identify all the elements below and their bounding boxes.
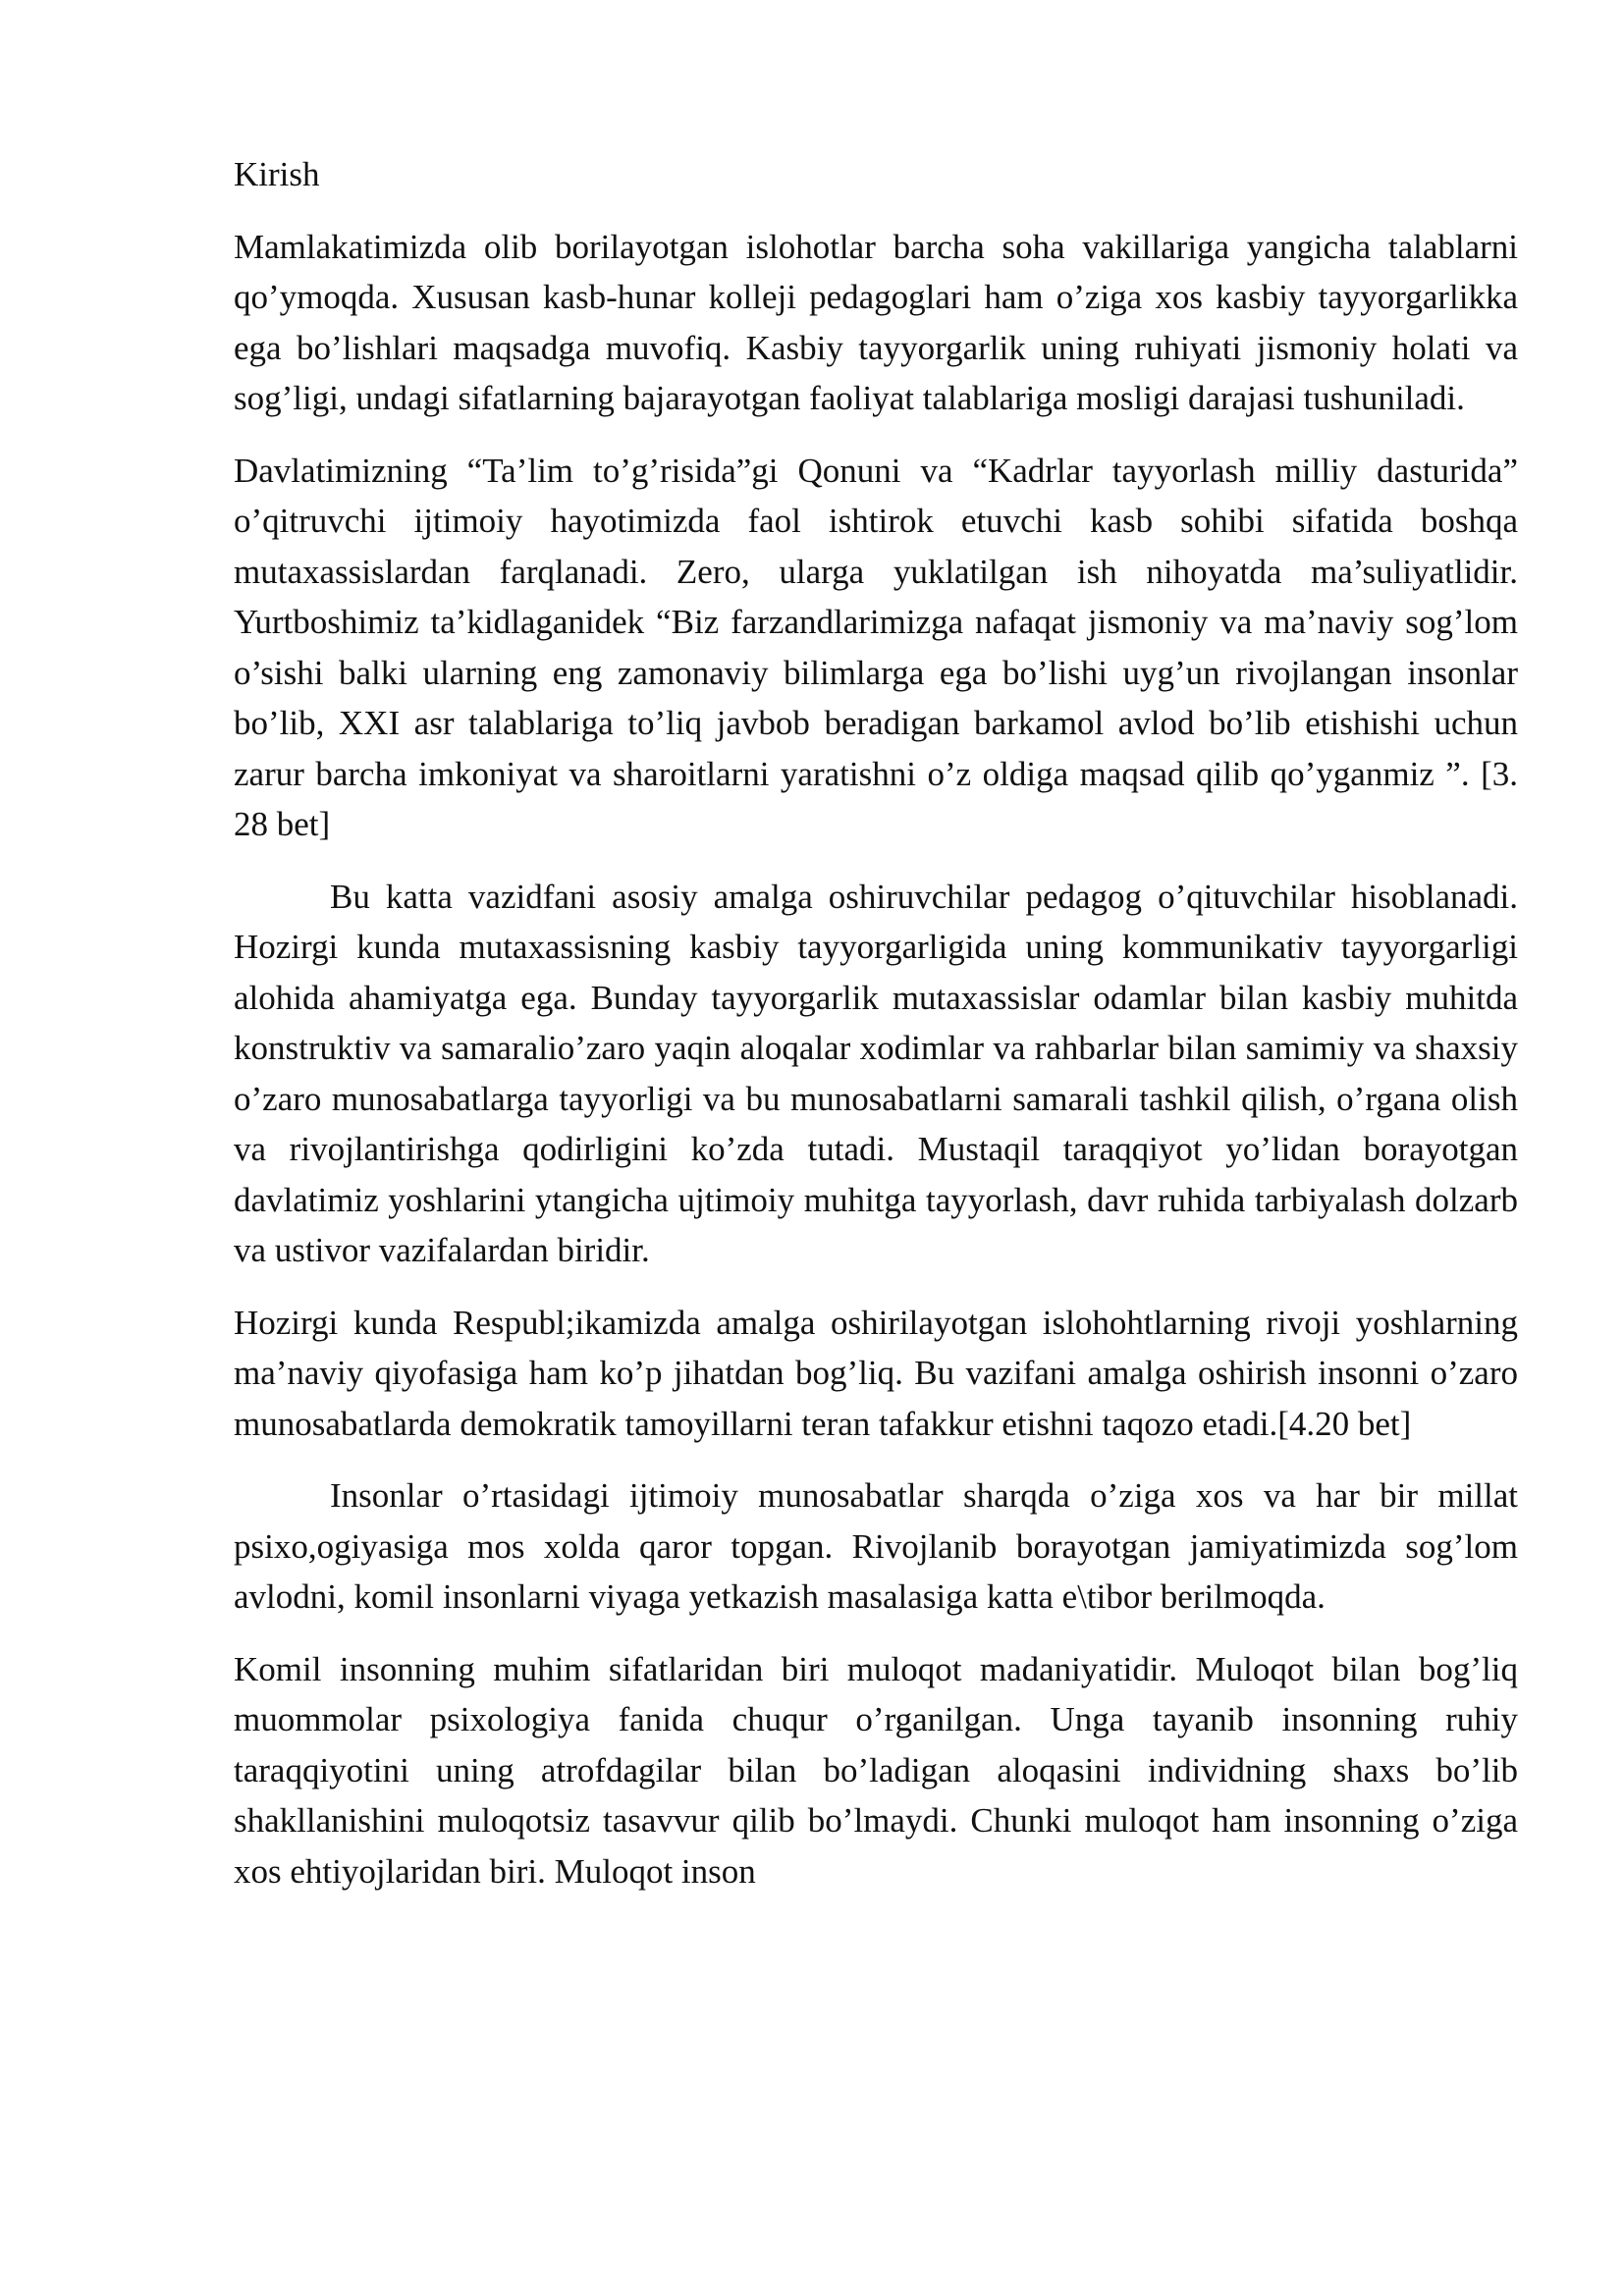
paragraph-4: Hozirgi kunda Respubl;ikamizda amalga oshirilayotgan islohohtlarning rivoji yoshlarning ma’naviy qiyofasiga ham ko’p jihatdan bog’liq. Bu vazifani amalga oshirish insonni o’zaro munosabatlarda demokratik tamoyillarni teran tafakkur etishni taqozo etadi.[4.20 bet] (234, 1303, 1518, 1443)
section-heading: Kirish (234, 155, 320, 193)
paragraph-5: Insonlar o’rtasidagi ijtimoiy munosabatlar sharqda o’ziga xos va har bir millat psixo,ogiyasiga mos xolda qaror topgan. Rivojlanib borayotgan jamiyatimizda sog’lom avlodni, komil insonlarni viyaga yetkazish masalasiga katta e\tibor berilmoqda. (234, 1476, 1518, 1616)
paragraph-2: Davlatimizning “Ta’lim to’g’risida”gi Qonuni va “Kadrlar tayyorlash milliy dasturida” o’qitruvchi ijtimoiy hayotimizda faol ishtirok etuvchi kasb sohibi sifatida boshqa mutaxassislardan farqlanadi. Zero, ularga yuklatilgan ish nihoyatda ma’suliyatlidir. Yurtboshimiz ta’kidlaganidek “Biz farzandlarimizga nafaqat jismoniy va ma’naviy sog’lom o’sishi balki ularning eng zamonaviy bilimlarga ega bo’lishi uyg’un rivojlangan insonlar bo’lib, XXI asr talablariga to’liq javbob beradigan barkamol avlod bo’lib etishishi uchun zarur barcha imkoniyat va sharoitlarni yaratishni o’z oldiga maqsad qilib qo’yganmiz ”. [3. 28 bet] (234, 451, 1518, 843)
document-body (234, 149, 1518, 1918)
paragraph-3: Bu katta vazidfani asosiy amalga oshiruvchilar pedagog o’qituvchilar hisoblanadi. Hozirgi kunda mutaxassisning kasbiy tayyorgarligida uning kommunikativ tayyorgarligi alohida ahamiyatga ega. Bunday tayyorgarlik mutaxassislar odamlar bilan kasbiy muhitda konstruktiv va samaralio’zaro yaqin aloqalar xodimlar va rahbarlar bilan samimiy va shaxsiy o’zaro munosabatlarga tayyorligi va bu munosabatlarni samarali tashkil qilish, o’rgana olish va rivojlantirishga qodirligini ko’zda tutadi. Mustaqil taraqqiyot yo’lidan borayotgan davlatimiz yoshlarini ytangicha ujtimoiy muhitga tayyorlash, davr ruhida tarbiyalash dolzarb va ustivor vazifalardan biridir. (234, 877, 1518, 1269)
paragraph-1: Mamlakatimizda olib borilayotgan islohotlar barcha soha vakillariga yangicha talablarni qo’ymoqda. Xususan kasb-hunar kolleji pedagoglari ham o’ziga xos kasbiy tayyorgarlikka ega bo’lishlari maqsadga muvofiq. Kasbiy tayyorgarlik uning ruhiyati jismoniy holati va sog’ligi, undagi sifatlarning bajarayotgan faoliyat talablariga mosligi darajasi tushuniladi. (234, 227, 1518, 417)
paragraph-6: Komil insonning muhim sifatlaridan biri muloqot madaniyatidir. Muloqot bilan bog’liq muommolar psixologiya fanida chuqur o’rganilgan. Unga tayanib insonning ruhiy taraqqiyotini uning atrofdagilar bilan bo’ladigan aloqasini individning shaxs bo’lib shakllanishini muloqotsiz tasavvur qilib bo’lmaydi. Chunki muloqot ham insonning o’ziga xos ehtiyojlaridan biri. Muloqot inson (234, 1649, 1518, 1891)
